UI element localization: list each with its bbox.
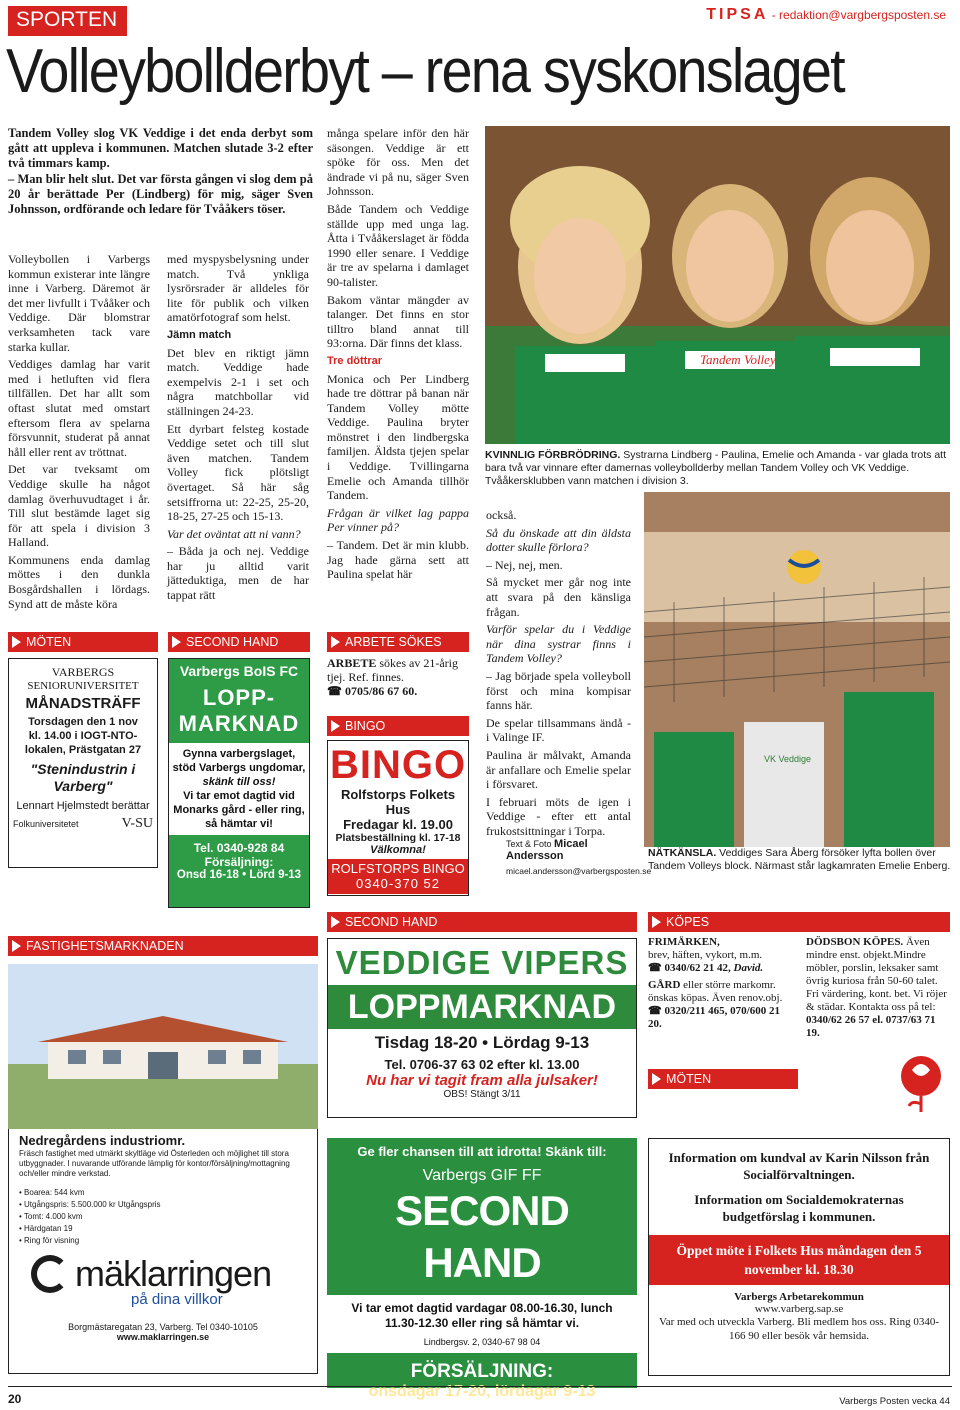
- vipers-phone: Tel. 0706-37 63 02 efter kl. 13.00: [384, 1057, 580, 1072]
- ad-arbete-phone: ☎ 0705/86 67 60.: [327, 684, 418, 698]
- fastighet-header: FASTIGHETSMARKNADEN: [8, 936, 318, 956]
- jersey-label-2: VK Veddige: [764, 754, 812, 764]
- kopes-header: KÖPES: [648, 912, 950, 932]
- caption-sisters-text: Systrarna Lindberg - Paulina, Emelie och Amanda - var glada trots att bara två var vinnare efter damernas volleybollderby mellan Tandem Volley och VK Veddige. Tvååkersklubben vann matchen i division 3.: [485, 449, 947, 487]
- caption-sisters: [485, 449, 950, 488]
- maklarringen-logo: [19, 1255, 307, 1293]
- ad-bingo-l3: Fredagar kl. 19.00: [343, 817, 453, 832]
- jersey-label: Tandem Volley: [700, 352, 776, 367]
- house-illustration: [8, 964, 318, 1129]
- col3-p1: många spelare inför den här säsongen. Veddige är ett spöke för oss. Men det ändrade vi på nu, säger Sven Johnsson.: [327, 126, 469, 199]
- section-label: SPORTEN: [8, 6, 127, 36]
- fastighet-title: Nedregårdens industriomr.: [19, 1133, 186, 1148]
- col4-p7: I februari möts de igen i Veddige - efter ett antal frukostsittningar i Torpa.: [486, 794, 631, 838]
- ad-fastighet[interactable]: [8, 1129, 318, 1374]
- ad-sen-l5: kl. 14.00 i IOGT-NTO-lokalen, Prästgatan 27: [24, 730, 142, 756]
- maklarringen-name: mäklarringen: [75, 1253, 272, 1294]
- ad-arbete-text: sökes av 21-årig tjej. Ref. finnes.: [327, 656, 459, 684]
- ad-seniorunivesitet[interactable]: [8, 658, 158, 868]
- maklarringen-ring-icon: [31, 1255, 69, 1293]
- sap-rose-illustration: [892, 1052, 950, 1114]
- col3-p3: Bakom väntar mängder av talanger. Det finns en stor tilltro bland annat till 93:orna. Där finns det klass.: [327, 292, 469, 351]
- kopes-a-name: David.: [730, 962, 764, 974]
- fastighet-item: • Tomt: 4.000 kvm: [19, 1212, 83, 1221]
- ad-bois-l1: Varbergs BoIS FC: [179, 663, 299, 679]
- article-col-2: [167, 252, 309, 606]
- ad-bois-l3: MARKNAD: [178, 711, 300, 736]
- col4-p3: Så mycket mer går nog inte att svara på den känsliga frågan.: [486, 575, 631, 619]
- ad-bois-loppmarknad[interactable]: [168, 658, 310, 908]
- footer-rule: [8, 1386, 952, 1387]
- col4-p1: också.: [486, 508, 517, 522]
- ad-bois-l5: Vi tar emot dagtid vid Monarks gård - eller ring, så hämtar vi!: [173, 790, 305, 830]
- caption-net-head: NÄTKÄNSLA.: [648, 847, 717, 859]
- tipsa-word: TIPSA: [706, 6, 769, 23]
- ad-bingo[interactable]: [327, 740, 469, 896]
- vipers-title: VEDDIGE VIPERS: [335, 944, 629, 981]
- col3-question: Frågan är vilket lag pappa Per vinner på?: [327, 505, 469, 535]
- vipers-jul: Nu har vi tagit fram alla julsaker!: [366, 1072, 598, 1089]
- col4-p6: Paulina är målvakt, Amanda är anfallare och Emelie spelar i försvaret.: [486, 747, 631, 792]
- maklarringen-address: Borgmästaregatan 23, Varberg. Tel 0340-10105: [68, 1322, 258, 1332]
- sap-l6: Var med och utveckla Varberg. Bli medlem hos oss. Ring 0340-166 90 eller besök vår hemsida.: [658, 1316, 940, 1342]
- photo-sisters: [485, 126, 950, 444]
- byline-label: Text & Foto: [506, 839, 552, 849]
- gif-l5: Lindbergsv. 2, 0340-67 98 04: [423, 1337, 541, 1347]
- sap-l5[interactable]: www.varberg.sap.se: [754, 1303, 844, 1315]
- house-photo: [8, 964, 318, 1129]
- article-col-4: [486, 508, 631, 841]
- ad-sen-l4: Torsdagen den 1 nov: [28, 716, 138, 728]
- vsu-logo: V-SU: [121, 816, 153, 831]
- ad-bingo-l6: ROLFSTORPS BINGO: [331, 861, 465, 876]
- gif-l6: FÖRSÄLJNING:: [410, 1361, 554, 1382]
- kopes-c-body: Även mindre enst. objekt.Mindre möbler, porslin, leksaker samt övrig kuriosa från 50-60 talet. Fri värdering, kont. bet. Vi röjer & städar. Kontakta oss på tel:: [806, 936, 947, 1013]
- ad-bois-l4b: skänk till oss!: [202, 776, 276, 788]
- ad-arbete-bold: ARBETE: [327, 656, 377, 670]
- ad-bingo-l5: Välkomna!: [370, 844, 426, 856]
- arbete-header: ARBETE SÖKES: [327, 632, 469, 652]
- caption-sisters-head: KVINNLIG FÖRBRÖDRING.: [485, 449, 621, 461]
- col2-p4: – Båda ja och nej. Veddige har ju alltid varit jätteduktiga, men de har tappat rätt: [167, 544, 309, 603]
- col2-subhead: Jämn match: [167, 328, 232, 341]
- article-col-1: [8, 252, 150, 614]
- vipers-times: Tisdag 18-20 • Lördag 9-13: [374, 1033, 590, 1052]
- col2-p2: Det blev en riktigt jämn match. Veddige hade exempelvis 2-1 i set och några matchbollar vid ställningen 24-23.: [167, 345, 309, 418]
- ad-bois-l8: Onsd 16-18 • Lörd 9-13: [176, 869, 302, 881]
- ad-bois-l2: LOPP-: [202, 685, 276, 710]
- sap-l1: Information om kundval av Karin Nilsson från Socialförvaltningen.: [668, 1150, 930, 1182]
- sap-l4: Varbergs Arbetarekommun: [734, 1291, 864, 1303]
- gif-l1: Ge fler chansen till att idrotta! Skänk till:: [357, 1144, 607, 1159]
- article-lead: [8, 126, 313, 217]
- col4-p5: De spelar tillsammans ändå - i Valinge IF.: [486, 715, 631, 745]
- ad-sen-l7: Lennart Hjelmstedt berättar: [16, 800, 150, 812]
- photo-net: [644, 492, 950, 847]
- headline: Volleybollderbyt – rena syskonslaget: [6, 37, 844, 106]
- col1-p2: Veddiges damlag har varit med i hetluften vid flera tillfällen. Det har allt som oftast slutat med omstart eftersom flera av spelarna försvunnit, studerat på annat håll eller rent av tröttnat.: [8, 357, 150, 459]
- tipsa-email[interactable]: - redaktion@vargbergsposten.se: [768, 8, 946, 22]
- col4-p4: – Jag började spela volleyboll först och mina kompisar fanns här.: [486, 668, 631, 713]
- kopes-a-title: FRIMÄRKEN,: [648, 936, 720, 948]
- fastighet-desc: Fräsch fastighet med utmärkt skyltläge vid Österleden och möjlighet till stora utbyggnader. I nuvarande utförande lämplig för kontor/försäljning/mottagning och/eller mindre verkstad.: [19, 1149, 290, 1178]
- col3-subhead: Tre döttrar: [327, 354, 383, 367]
- kopes-c-title: DÖDSBON KÖPES.: [806, 936, 904, 948]
- maklarringen-slogan: på dina villkor: [131, 1291, 223, 1308]
- ad-veddige-vipers[interactable]: [327, 938, 637, 1118]
- paper-name: Varbergs Posten vecka 44: [839, 1396, 950, 1407]
- ad-kopes-col1[interactable]: [648, 936, 793, 1031]
- byline-name: Micael Andersson: [506, 838, 588, 862]
- gif-l4: Vi tar emot dagtid vardagar 08.00-16.30, lunch 11.30-12.30 eller ring så hämtar vi.: [351, 1301, 613, 1330]
- fastighet-item: • Utgångspris: 5.500.000 kr Utgångspris: [19, 1200, 161, 1209]
- ad-bois-l6: Tel. 0340-928 84: [193, 841, 285, 855]
- kopes-a-phone: ☎ 0340/62 21 42,: [648, 962, 731, 974]
- sap-l3: Öppet möte i Folkets Hus måndagen den 5 november kl. 18.30: [649, 1235, 949, 1285]
- col4-question-2: Varför spelar du i Veddige när dina systrar finns i Tandem Volley?: [486, 622, 631, 666]
- ad-sen-l3: MÅNADSTRÄFF: [25, 695, 141, 712]
- net-illustration: [644, 492, 950, 847]
- col4-p2: – Nej, nej, men.: [486, 557, 563, 572]
- kopes-c-phone: 0340/62 26 57 el. 0737/63 71 19.: [806, 1014, 936, 1039]
- col2-question: Var det oväntat att ni vann?: [167, 526, 301, 541]
- folkuniversitetet-logo: Folkuniversitetet: [13, 819, 79, 829]
- second-hand-header: SECOND HAND: [168, 632, 310, 652]
- rose-icon: [892, 1052, 950, 1114]
- col2-p1: med myspysbelysning under match. Två ynkliga lysrörsrader är alldeles för lite för publik och vilken amatörfotograf som helst.: [167, 252, 309, 325]
- col1-p4: Kommunens enda damlag möttes i den dunkla Bosgårdshallen i lördags. Synd att de måste köra: [8, 552, 150, 611]
- ad-gif-second-hand[interactable]: [327, 1138, 637, 1400]
- ad-kopes-col2[interactable]: [806, 936, 950, 1040]
- sisters-illustration: [485, 126, 950, 444]
- fastighet-item: • Ring för visning: [19, 1236, 80, 1245]
- kopes-b-title: GÅRD: [648, 979, 681, 991]
- kopes-b-body: eller större markomr. önskas köpas. Även renov.obj.: [648, 979, 783, 1004]
- ad-sen-l2: SENIORUNIVERSITET: [27, 680, 139, 692]
- ad-bingo-title: BINGO: [330, 743, 467, 787]
- col1-p3: Det var tveksamt om Veddige skulle ha något damlag överhuvudtaget i år. Till slut bestämde laget sig för att spela i division 3 Halland.: [8, 462, 150, 550]
- lead-p2: – Man blir helt slut. Det var första gången vi slog dem på 20 år berättade Per (Lindberg) för mig, säger Sven Johnsson, ordförande och ledare för Tvååkers töser.: [8, 171, 313, 217]
- gif-title: SECOND HAND: [395, 1187, 569, 1286]
- gif-l2: Varbergs GIF FF: [422, 1167, 542, 1184]
- article-col-3: [327, 126, 469, 585]
- ad-bingo-l2: Rolfstorps Folkets Hus: [340, 787, 456, 817]
- col3-p2: Både Tandem och Veddige ställde upp med unga lag. Åtta i Tvååkerslaget är födda 1990 eller senare. I Veddige är tre av spelarna i damlaget 90-talister.: [327, 201, 469, 289]
- ad-bois-l4: Gynna varbergslaget, stöd Varbergs ungdomar,: [172, 748, 306, 774]
- caption-net-text: Veddiges Sara Åberg försöker lyfta bollen över Tandem Volleys block. Närmast står lagkamraten Emelie Enberg.: [648, 847, 951, 872]
- ad-sen-l6: "Stenindustrin i Varberg": [30, 761, 136, 794]
- second-hand-header-2: SECOND HAND: [327, 912, 637, 932]
- vipers-obs: OBS! Stängt 3/11: [443, 1089, 521, 1100]
- ad-arbete[interactable]: [327, 656, 469, 698]
- tipsa-label[interactable]: [706, 6, 946, 24]
- col1-p1: Volleybollen i Varbergs kommun existerar inte längre inne i Varberg. Däremot är det mer livfullt i Tvååker och Veddige. Där blomstrar verksamheten tack vare starka kullar.: [8, 252, 150, 354]
- moten-header: MÖTEN: [8, 632, 158, 652]
- ad-bingo-l7: 0340-370 52: [355, 876, 440, 891]
- fastighet-item: • Härdgatan 19: [19, 1224, 73, 1233]
- byline-email[interactable]: micael.andersson@varbergsposten.se: [506, 866, 652, 876]
- col3-p5: – Tandem. Det är min klubb. Jag hade gärna sett att Paulina spelat här: [327, 538, 469, 582]
- col3-p4: Monica och Per Lindberg hade tre döttrar på banan när Tandem Volley mötte Veddige. Paulina bryter mönstret i den lindbergska familjen. Äldsta tjejen spelar i Veddige. Tvillingarna Emelie och Amanda tillhör Tandem.: [327, 371, 469, 503]
- fastighet-item: • Boarea: 544 kvm: [19, 1188, 85, 1197]
- gif-l7: onsdagar 17-20, lördagar 9-13: [368, 1383, 596, 1400]
- lead-p1: Tandem Volley slog VK Veddige i det enda derbyt som gått att uppleva i kommunen. Matchen slutade 3-2 efter två timmars kamp.: [8, 126, 313, 171]
- ad-sen-l1: VARBERGS: [51, 665, 115, 679]
- kopes-a-body: brev, häften, vykort, m.m.: [648, 949, 763, 961]
- ad-bois-l7: Försäljning:: [204, 855, 274, 869]
- col4-question-1: Så du önskade att din äldsta dotter skulle förlora?: [486, 525, 631, 555]
- ad-bingo-l4: Platsbeställning kl. 17-18: [335, 832, 461, 844]
- col2-p3: Ett dyrbart felsteg kostade Veddige setet och till slut även matchen. Tandem Volley fick plötsligt övertaget. Så här såg setsiffrorna ut: 22-25, 25-20, 18-25, 27-25 och 15-13.: [167, 421, 309, 524]
- maklarringen-web[interactable]: www.maklarringen.se: [116, 1332, 210, 1342]
- page-number: 20: [8, 1392, 22, 1406]
- sap-l2: Information om Socialdemokraternas budgetförslag i kommunen.: [694, 1192, 904, 1224]
- vipers-loppmarknad: LOPPMARKNAD: [328, 985, 636, 1029]
- moten-header-2: MÖTEN: [648, 1069, 798, 1089]
- bingo-header: BINGO: [327, 716, 469, 736]
- kopes-b-phone: ☎ 0320/211 465, 070/600 21 20.: [648, 1005, 780, 1030]
- caption-net: [648, 847, 953, 873]
- ad-arbetarekommun[interactable]: [648, 1138, 950, 1376]
- byline: [506, 838, 652, 876]
